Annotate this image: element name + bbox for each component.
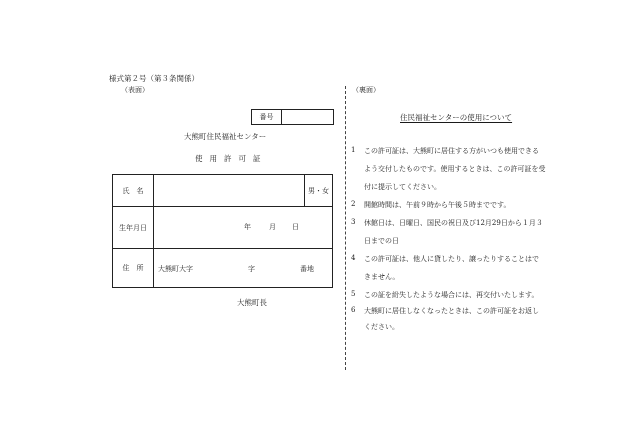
name-label: 氏 名 (113, 175, 154, 207)
address-label: 住 所 (113, 249, 154, 288)
issuer: 大熊町長 (237, 298, 267, 307)
page-divider (345, 86, 346, 370)
number-box (251, 109, 334, 125)
address-aza: 字 (248, 265, 255, 273)
item-number: 1 (351, 146, 356, 154)
permit-card-table (112, 174, 333, 288)
card-title: 使用許可証 (195, 154, 268, 163)
item-text: 大熊町に居住しなくなったときは、この許可証をお返し (364, 307, 539, 315)
birth-year: 年 (244, 223, 251, 231)
item-text-cont: 付に提示してください。 (364, 183, 441, 191)
item-text-cont: きません。 (364, 273, 400, 281)
gender-label: 男・女 (305, 175, 333, 207)
item-text-cont: よう交付したものです。使用するときは、この許可証を受 (364, 165, 546, 173)
item-number: 4 (351, 254, 356, 262)
back-side-label: （裏面） (352, 86, 380, 94)
address-value (154, 249, 333, 288)
item-text: 休館日は、日曜日、国民の祝日及び12月29日から１月３ (364, 219, 543, 227)
address-town: 大熊町大字 (158, 265, 193, 273)
birth-label: 生年月日 (113, 207, 154, 249)
item-text: この許可証は、大熊町に居住する方がいつも使用できる (364, 147, 539, 155)
address-banchi: 番地 (300, 265, 314, 273)
birth-day: 日 (292, 223, 299, 231)
item-number: 2 (351, 200, 356, 208)
center-name: 大熊町住民福祉センター (184, 132, 267, 141)
birth-value (154, 207, 333, 249)
item-text: この許可証は、他人に貸したり、譲ったりすることはで (364, 255, 539, 263)
item-text-cont: ください。 (364, 323, 399, 331)
item-number: 6 (351, 306, 356, 314)
birth-month: 月 (269, 223, 276, 231)
form-title: 様式第２号（第３条関係） (109, 74, 199, 83)
front-side-label: （表面） (121, 86, 149, 94)
item-number: 3 (351, 218, 356, 226)
item-text-cont: 日までの日 (364, 237, 399, 245)
number-label: 番号 (252, 110, 282, 124)
name-value (154, 175, 305, 207)
back-title: 住民福祉センターの使用について (400, 113, 513, 122)
item-text: この証を紛失したような場合には、再交付いたします。 (364, 291, 539, 299)
item-number: 5 (351, 290, 356, 298)
item-text: 開館時間は、午前９時から午後５時までです。 (364, 201, 511, 209)
